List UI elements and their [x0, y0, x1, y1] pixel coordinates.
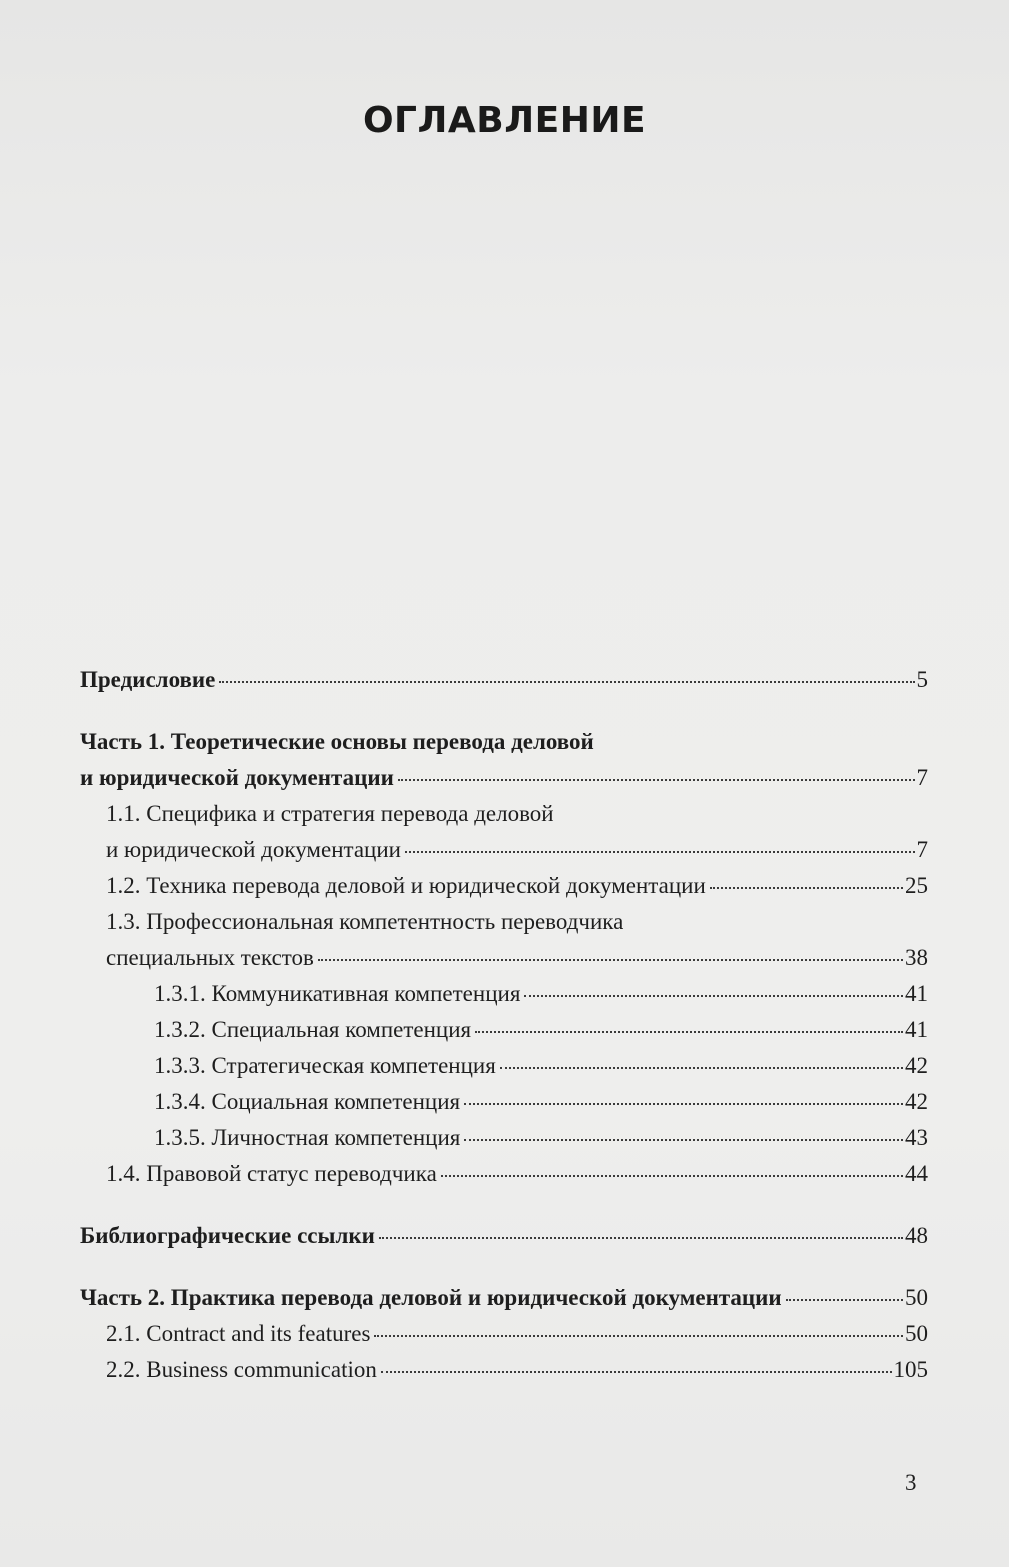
toc-entry-title-line2: и юридической документации [80, 765, 394, 790]
toc-page-number: 5 [916, 667, 928, 692]
toc-entry-title: 1.3.1. Коммуникативная компетенция [154, 981, 521, 1006]
toc-page-number: 105 [893, 1357, 928, 1382]
toc-entry-title: Библиографические ссылки [80, 1223, 375, 1248]
toc-page-number: 7 [916, 765, 928, 790]
dot-leader [464, 1103, 903, 1105]
toc-entry-part2 [80, 1280, 928, 1316]
toc-entry-1-2 [80, 868, 928, 904]
toc-entry-title-line1: 1.1. Специфика и стратегия перевода деловой [106, 801, 554, 826]
toc-page-number: 41 [905, 1017, 928, 1042]
dot-leader [379, 1237, 903, 1239]
dot-leader [786, 1299, 903, 1301]
dot-leader [441, 1175, 903, 1177]
dot-leader [464, 1139, 903, 1141]
toc-entry-title: 1.3.4. Социальная компетенция [154, 1089, 461, 1114]
toc-entry-title-line2: и юридической документации [106, 837, 401, 862]
toc-entry-1-3-1 [80, 976, 928, 1012]
toc-entry-1-3 [80, 904, 928, 976]
toc-entry-title: 1.2. Техника перевода деловой и юридической документации [106, 873, 706, 898]
dot-leader [710, 887, 903, 889]
toc-page-number: 7 [916, 837, 928, 862]
table-of-contents [80, 662, 928, 1388]
toc-entry-2-2 [80, 1352, 928, 1388]
dot-leader [524, 995, 903, 997]
dot-leader [318, 959, 903, 961]
toc-entry-title: 1.3.3. Стратегическая компетенция [154, 1053, 496, 1078]
toc-page-number: 48 [905, 1223, 928, 1248]
toc-entry-title-line1: Часть 1. Теоретические основы перевода деловой [80, 729, 594, 754]
toc-entry-1-3-5 [80, 1120, 928, 1156]
toc-entry-title: Часть 2. Практика перевода деловой и юридической документации [80, 1285, 782, 1310]
toc-page-number: 25 [905, 873, 928, 898]
toc-page-number: 50 [905, 1321, 928, 1346]
toc-entry-2-1 [80, 1316, 928, 1352]
dot-leader [219, 681, 914, 683]
dot-leader [374, 1335, 903, 1337]
toc-entry-title: 1.3.2. Специальная компетенция [154, 1017, 472, 1042]
toc-entry-title: 1.4. Правовой статус переводчика [106, 1161, 437, 1186]
dot-leader [398, 779, 915, 781]
toc-entry-title-line2: специальных текстов [106, 945, 314, 970]
toc-entry-1-3-4 [80, 1084, 928, 1120]
toc-entry-title: 1.3.5. Личностная компетенция [154, 1125, 461, 1150]
dot-leader [405, 851, 915, 853]
toc-page-number: 44 [905, 1161, 928, 1186]
toc-entry-1-3-3 [80, 1048, 928, 1084]
toc-page-number: 41 [905, 981, 928, 1006]
toc-entry-1-3-2 [80, 1012, 928, 1048]
toc-entry-title: 2.2. Business communication [106, 1357, 377, 1382]
toc-entry-1-4 [80, 1156, 928, 1192]
toc-page-number: 43 [905, 1125, 928, 1150]
dot-leader [475, 1031, 903, 1033]
toc-page-number: 38 [905, 945, 928, 970]
toc-entry-title: 2.1. Contract and its features [106, 1321, 371, 1346]
toc-entry-1-1 [80, 796, 928, 868]
dot-leader [381, 1371, 892, 1373]
page-title: ОГЛАВЛЕНИЕ [362, 100, 647, 141]
dot-leader [500, 1067, 903, 1069]
toc-page-number: 42 [905, 1053, 928, 1078]
page-number: 3 [905, 1470, 917, 1495]
toc-entry-part1 [80, 724, 928, 796]
toc-entry-title: Предисловие [80, 667, 216, 692]
toc-entry-title-line1: 1.3. Профессиональная компетентность переводчика [106, 909, 624, 934]
toc-page-number: 42 [905, 1089, 928, 1114]
toc-page-number: 50 [905, 1285, 928, 1310]
toc-entry-bibliography [80, 1218, 928, 1254]
toc-entry-preface [80, 662, 928, 698]
